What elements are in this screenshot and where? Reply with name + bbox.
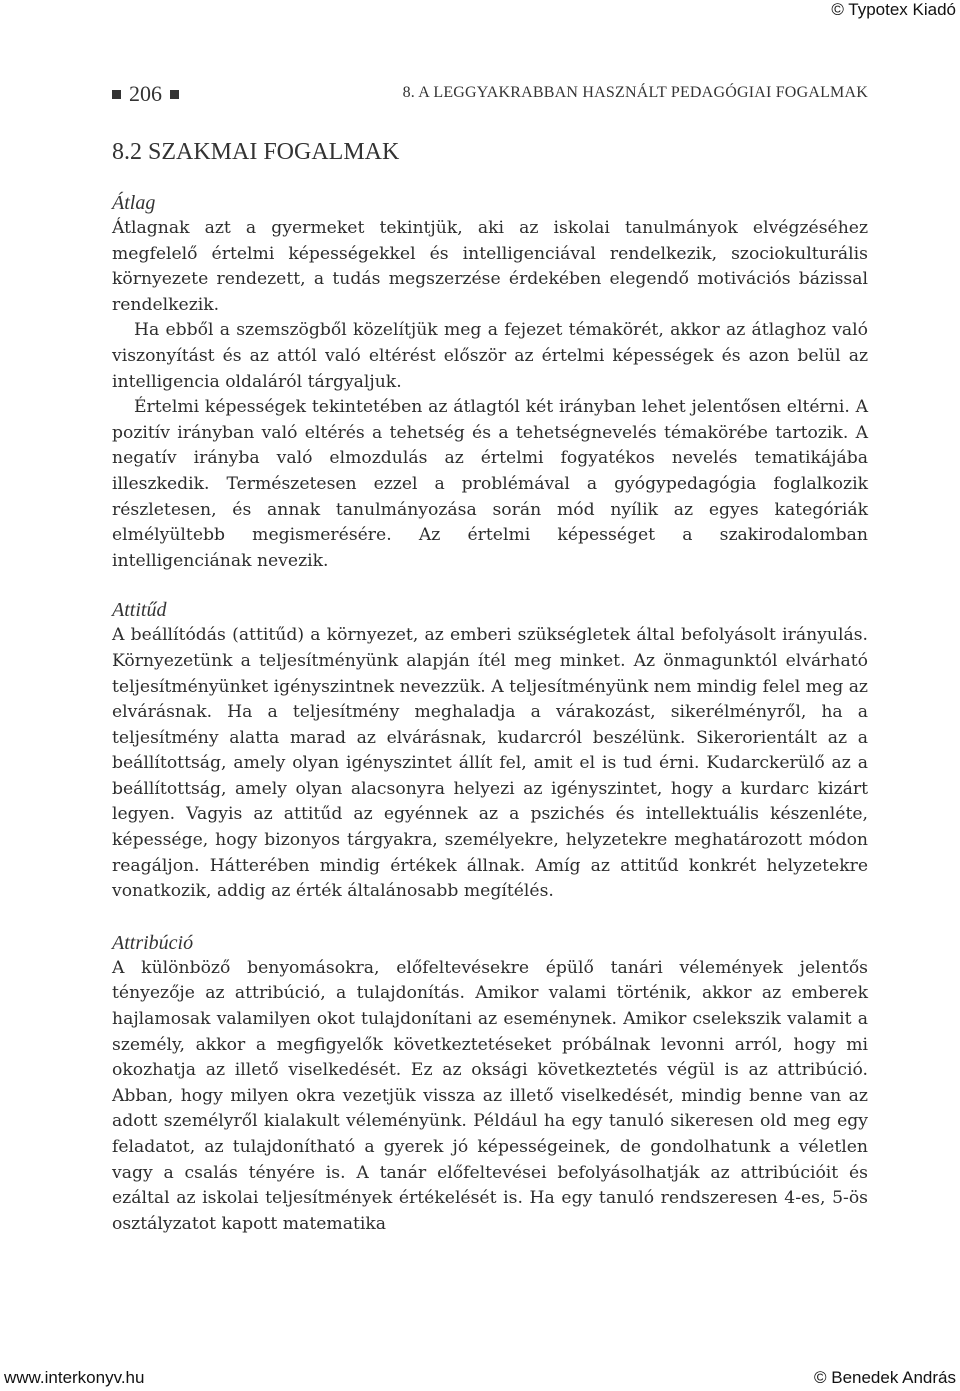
chapter-running-title: 8. A LEGGYAKRABBAN HASZNÁLT PEDAGÓGIAI FOGALMAK — [402, 84, 868, 101]
spacer — [112, 169, 868, 190]
entry-paragraph: A beállítódás (attitűd) a környezet, az emberi szükségletek által befolyásolt irányulás. Környezetünk a teljesítményünk alapján ítél meg minket. Az önmagunktól elvárható teljesítményünket igényszintnek nevezzük. A teljesítményünk nem mindig felel meg az elvárásnak. Ha a teljesítmény meghaladja a várakozást, sikerélményről, ha a teljesítmény alatta marad az elvárásnak, kudarcról beszélünk. Sikerorientált az a beállítottság, amely olyan igényszintet állít fel, amit el is tud érni. Kudarckerülő az a beállítottság, amely olyan alacsonyra helyezi az igényszintet, hogy a kurdarc kizárt legyen. Vagyis az attitűd az egyénnek az a pszichés és intellektuális készenléte, képessége, hogy bizonyos tárgyakra, személyekre, helyzetekre meghatározott módon reagáljon. Hátterében mindig értékek állnak. Amíg az attitűd konkrét helyzetekre vonatkozik, addig az érték általánosabb megítélés. — [112, 625, 868, 902]
publisher-copyright: © Typotex Kiadó — [831, 0, 956, 19]
entry-attitud — [112, 597, 868, 905]
entry-atlag — [112, 190, 868, 574]
term-heading: Attitűd — [112, 599, 167, 622]
spacer — [112, 905, 868, 930]
entry-paragraph: Értelmi képességek tekintetében az átlagtól két irányban lehet jelentősen eltérni. A pozitív irányban való eltérés a tehetség és a tehetségnevelés témakörébe tartozik. A negatív irányba való elmozdulás az értelmi fogyatékos nevelés tematikájába illeszkedik. Természetesen ezzel a problémával a gyógypedagógia foglalkozik részletesen, és annak tanulmányozása során mód nyílik az egyes kategóriák elmélyültebb megismerésére. Az értelmi képességet a szakirodalomban intelligenciának nevezik. — [112, 397, 868, 571]
square-bullet-icon — [170, 90, 179, 99]
term-heading: Átlag — [112, 192, 156, 214]
spacer — [112, 574, 868, 597]
running-head — [112, 80, 868, 108]
entry-paragraph: Ha ebből a szemszögből közelítjük meg a fejezet témakörét, akkor az átlaghoz való viszonyítást és az attól való eltérést először az értelmi képességek és azon belül az intelligencia oldaláról tárgyaljuk. — [112, 320, 868, 392]
website-link[interactable]: www.interkonyv.hu — [4, 1368, 145, 1387]
page-body — [112, 135, 868, 1237]
section-title: 8.2 SZAKMAI FOGALMAK — [112, 139, 400, 165]
square-bullet-icon — [112, 90, 121, 99]
author-copyright: © Benedek András — [813, 1368, 956, 1387]
page-number-block — [112, 80, 179, 108]
entry-attribucio — [112, 930, 868, 1238]
entry-paragraph: Átlagnak azt a gyermeket tekintjük, aki az iskolai tanulmányok elvégzéséhez megfelelő értelmi képességekkel és intelligenciával rendelkezik, szociokulturális környezete rendezett, a tudás megszerzése érdekében elegendő motivációs bázissal rendelkezik. — [112, 218, 868, 315]
page-number: 206 — [129, 81, 162, 106]
entry-paragraph: A különböző benyomásokra, előfeltevésekre épülő tanári vélemények jelentős tényezője az attribúció, a tulajdonítás. Amikor valami történik, akkor az emberek hajlamosak valamilyen okot tulajdonítani az eseménynek. Amikor cselekszik valamit a személy, akkor a megfigyelők következtetéseket próbálnak levonni arról, hogy mi okozhatja az illető viselkedését. Ez az oksági következtetés végül is az attribúció. Abban, hogy milyen okra vezetjük vissza az illető viselkedését, mindig benne van az adott személyről kialakult véleményünk. Például ha egy tanuló sikeresen old meg egy feladatot, az tulajdonítható a gyerek jó képességeinek, de gondolhatunk a véletlen vagy a csalás tényére is. A tanár előfeltevései befolyásolhatják az attribúcióit és ezáltal az iskolai teljesítmények értékelését is. Ha egy tanuló rendszeresen 4-es, 5-ös osztályzatot kapott matematika — [112, 957, 868, 1234]
term-heading: Attribúció — [112, 931, 194, 954]
